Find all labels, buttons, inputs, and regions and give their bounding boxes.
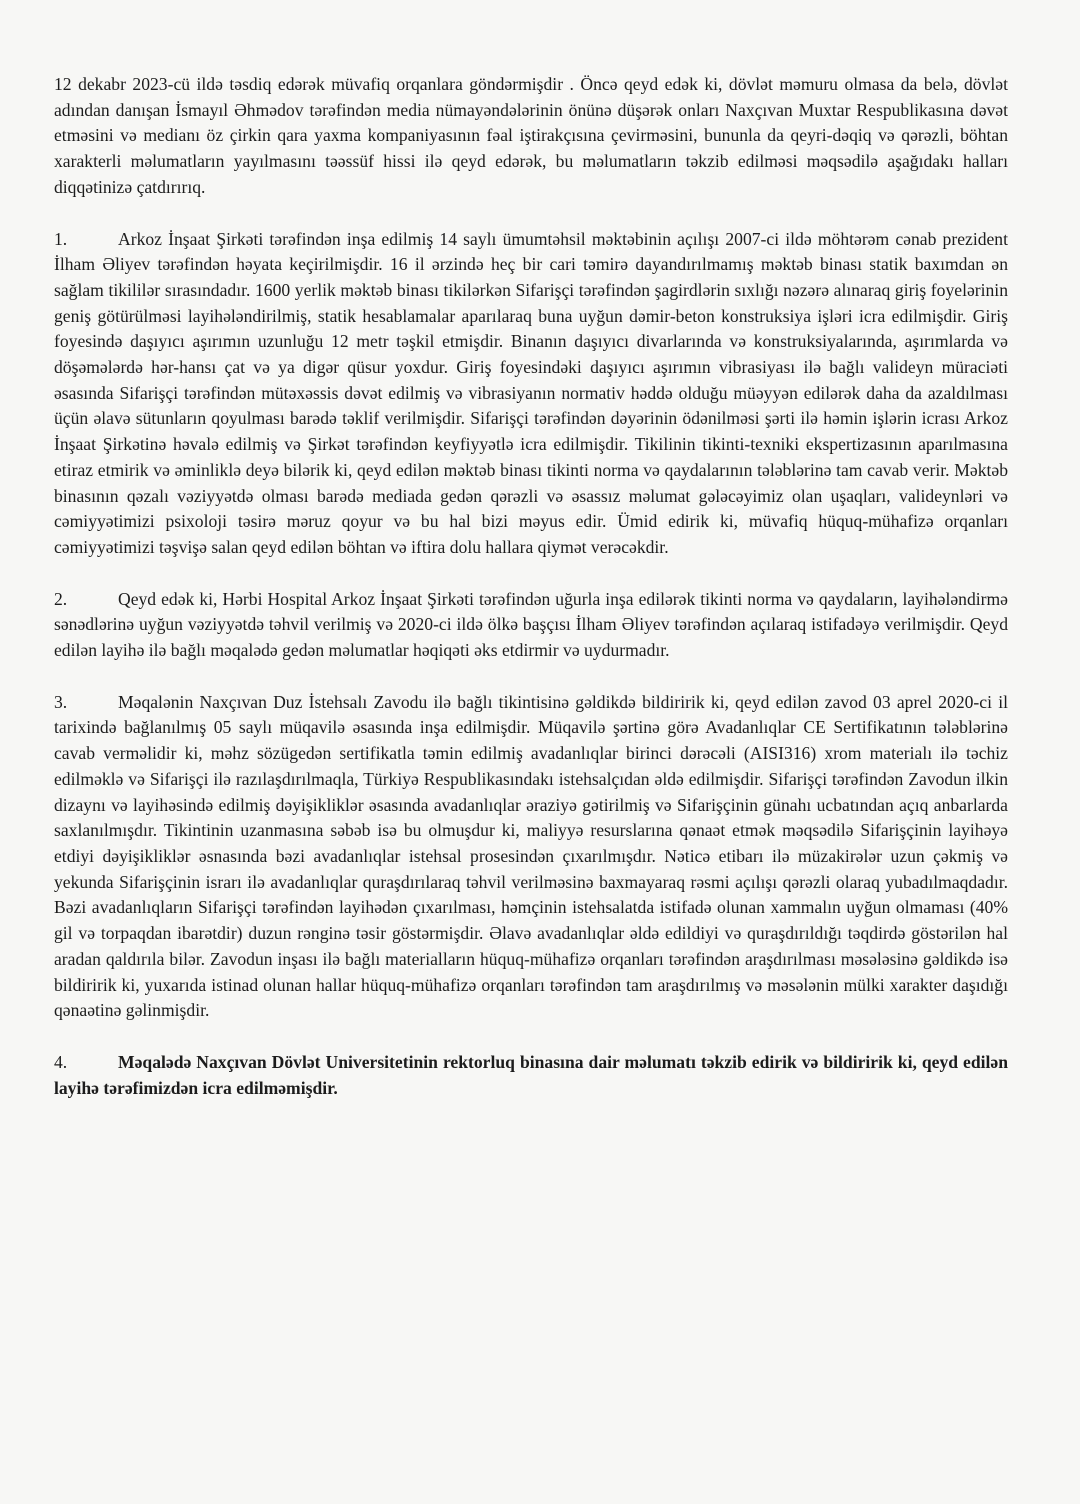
intro-paragraph: 12 dekabr 2023-cü ildə təsdiq edərək müvafiq orqanlara göndərmişdir . Öncə qeyd edək ki, dövlət məmuru olmasa da belə, dövlət adından danışan İsmayıl Əhmədov tərəfindən media nümayəndələrinin önünə düşərək onları Naxçıvan Muxtar Respublikasına dəvət etməsini və medianı öz çirkin qara yaxma kompaniyasının fəal iştirakçısına çevirməsini, bununla da qeyri-dəqiq və qərəzli, böhtan xarakterli məlumatların yayılmasını təəssüf hissi ilə qeyd edərək, bu məlumatların təkzib edilməsi məqsədilə aşağıdakı halları diqqətinizə çatdırırıq. — [54, 74, 1008, 197]
item-2-paragraph — [54, 587, 1008, 664]
item-1-text: Arkoz İnşaat Şirkəti tərəfindən inşa edilmiş 14 saylı ümumtəhsil məktəbinin açılışı 2007-ci ildə möhtərəm cənab prezident İlham Əliyev tərəfindən həyata keçirilmişdir. 16 il ərzində heç bir cari təmirə dayandırılmamış məktəb binası statik baxımdan ən sağlam tikililər sırasındadır. 1600 yerlik məktəb binası tikilərkən Sifarişçi tərəfindən şagirdlərin sıxlığı nəzərə alınaraq giriş foyelərinin geniş götürülməsi layihələndirilmiş, statik hesablamalar aparılaraq buna uyğun dəmir-beton konstruksiya işləri icra edilmişdir. Giriş foyesində daşıyıcı aşırımın uzunluğu 12 metr təşkil etmişdir. Binanın daşıyıcı divarlarında və konstruksiyalarında, aşırımlarda və döşəmələrdə hər-hansı çat və ya digər qüsur yoxdur. Giriş foyesindəki daşıyıcı aşırımın vibrasiyası ilə bağlı valideyn müraciəti əsasında Sifarişçi tərəfindən mütəxəssis dəvət edilmiş və vibrasiyanın normativ həddə olduğu müəyyən edilərək daha da azaldılması üçün əlavə sütunların qoyulması barədə təklif verilmişdir. Sifarişçi tərəfindən dəyərinin ödənilməsi şərti ilə həmin işlərin icrası Arkoz İnşaat Şirkətinə həvalə edilmiş və Şirkət tərəfindən keyfiyyətlə icra edilmişdir. Tikilinin tikinti-texniki ekspertizasının aparılmasına etiraz etmirik və əminliklə deyə bilərik ki, qeyd edilən məktəb binası tikinti norma və qaydalarının tələblərinə tam cavab verir. Məktəb binasının qəzalı vəziyyətdə olması barədə mediada gedən qərəzli və əsassız məlumat gələcəyimiz olan uşaqları, valideynləri və cəmiyyətimizi psixoloji təsirə məruz qoyur və bu hal bizi məyus edir. Ümid edirik ki, müvafiq hüquq-mühafizə orqanları cəmiyyətimizi təşvişə salan qeyd edilən böhtan və iftira dolu hallara qiymət verəcəkdir. — [54, 228, 1008, 557]
item-4-text: Məqalədə Naxçıvan Dövlət Universitetinin rektorluq binasına dair məlumatı təkzib edirik və bildiririk ki, qeyd edilən layihə tərəfimizdən icra edilməmişdir. — [54, 1051, 1008, 1098]
item-3-number: 3. — [54, 691, 68, 712]
item-1-number: 1. — [54, 228, 68, 249]
item-2-number: 2. — [54, 588, 68, 609]
item-3-text: Məqalənin Naxçıvan Duz İstehsalı Zavodu ilə bağlı tikintisinə gəldikdə bildiririk ki, qeyd edilən zavod 03 aprel 2020-ci il tarixində bağlanılmış 05 saylı müqavilə əsasında inşa edilmişdir. Müqavilə şərtinə görə Avadanlıqlar CE Sertifikatının tələblərinə cavab verməlidir ki, məhz sözügedən sertifikatla təmin edilmiş avadanlıqlar birinci dərəcəli (AISI316) xrom materialı ilə təchiz edilməklə və Sifarişçi ilə razılaşdırılmaqla, Türkiyə Respublikasındakı istehsalçıdan əldə edilmişdir. Sifarişçi tərəfindən Zavodun ilkin dizaynı və layihəsində edilmiş dəyişikliklər əsasında avadanlıqlar əraziyə gətirilmiş və Sifarişçinin günahı ucbatından açıq anbarlarda saxlanılmışdır. Tikintinin uzanmasına səbəb isə bu olmuşdur ki, maliyyə resurslarına qənaət etmək məqsədilə Sifarişçinin layihəyə etdiyi dəyişikliklər əsnasında bəzi avadanlıqlar istehsal prosesindən çıxarılmışdır. Nəticə etibarı ilə müzakirələr uzun çəkmiş və yekunda Sifarişçinin israrı ilə avadanlıqlar quraşdırılaraq təhvil verilməsinə baxmayaraq rəsmi açılışı qərəzli olaraq yubadılmaqdadır. Bəzi avadanlıqların Sifarişçi tərəfindən layihədən çıxarılması, həmçinin istehsalatda istifadə olunan xammalın uyğun olmaması (40% gil və torpaqdan ibarətdir) duzun rənginə təsir göstərmişdir. Əlavə avadanlıqlar əldə edildiyi və quraşdırıldığı təqdirdə göstərilən hal aradan qaldırıla bilər. Zavodun inşası ilə bağlı materialların hüquq-mühafizə orqanları tərəfindən araşdırılması məsələsinə gəldikdə isə bildiririk ki, yuxarıda istinad olunan hallar hüquq-mühafizə orqanları tərəfindən tam araşdırılmış və məsələnin mülki xarakter daşıdığı qənaətinə gəlinmişdir. — [54, 691, 1008, 1021]
item-4-number: 4. — [54, 1051, 68, 1072]
item-4-paragraph — [54, 1050, 1008, 1101]
item-3-paragraph — [54, 690, 1008, 1024]
item-1-paragraph — [54, 227, 1008, 561]
item-2-text: Qeyd edək ki, Hərbi Hospital Arkoz İnşaat Şirkəti tərəfindən uğurla inşa edilərək tikinti norma və qaydaların, layihələndirmə sənədlərinə uyğun vəziyyətdə təhvil verilmiş və 2020-ci ildə ölkə başçısı İlham Əliyev tərəfindən açılaraq istifadəyə verilmişdir. Qeyd edilən layihə ilə bağlı məqalədə gedən məlumatlar həqiqəti əks etdirmir və uydurmadır. — [54, 588, 1008, 661]
